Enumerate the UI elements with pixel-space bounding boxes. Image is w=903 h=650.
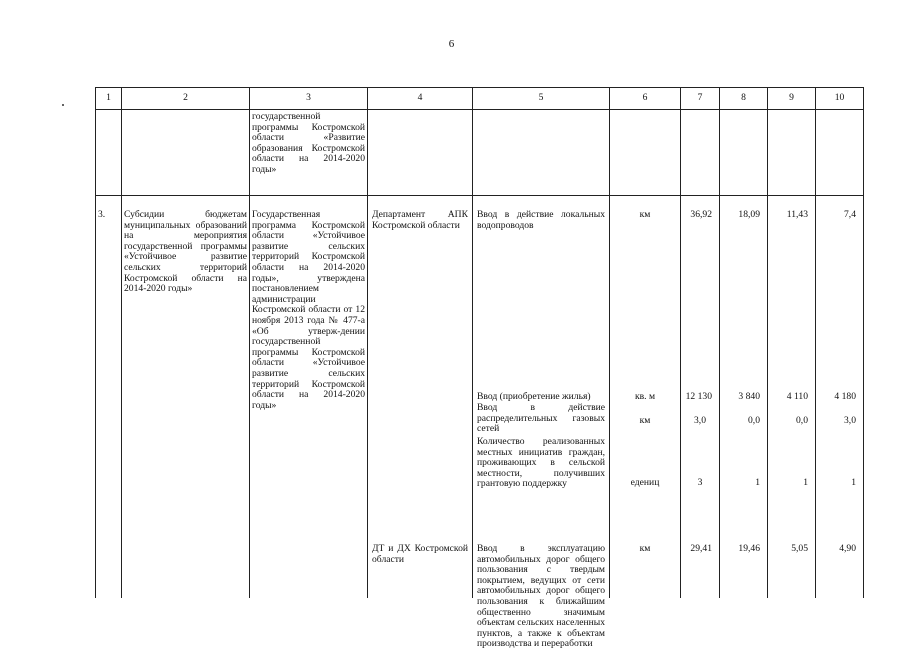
indicator-name: Ввод в действие распределительных газовых сетей — [477, 402, 605, 435]
program-cell: Государственная программа Костромской области «Устойчивое развитие сельских территорий Костромской области на 2014-2020 годы», утверждена постановлением администрации Костромской области от 12 ноября 2013 года № 477-а «Об утверж-дении государственной программы Костромской области «Устойчивое развитие сельских территорий Костромской области на 2014-2020 годы» — [250, 196, 368, 599]
value: 36,92 — [690, 209, 712, 220]
unit-value: едениц — [630, 477, 660, 488]
department-cell — [368, 196, 473, 599]
row-number: 3. — [96, 196, 122, 599]
value: 19,46 — [738, 543, 760, 554]
value: 1 — [803, 477, 808, 488]
subject-cell: Субсидии бюджетам муниципальных образований на мероприятия государственной программы «Устойчивое развитие сельских территорий Костромской области на 2014-2020 годы» — [122, 196, 250, 599]
value: 5,05 — [791, 543, 808, 554]
table-row-3 — [96, 196, 864, 599]
indicators-table — [95, 87, 864, 650]
value: 1 — [851, 477, 856, 488]
header-cell: 2 — [122, 88, 250, 110]
value: 18,09 — [738, 209, 760, 220]
value: 4,90 — [839, 543, 856, 554]
unit-value: км — [639, 415, 651, 426]
indicator-name: Ввод в эксплуатацию автомобильных дорог общего пользования с твердым покрытием, ведущих от сети автомобильных дорог общего пользования к ближайшим общественно значимым объектам сельских населенных пунктов, а также к объектам производства и переработки — [477, 543, 605, 650]
value-col-10 — [816, 196, 864, 599]
value: 11,43 — [786, 209, 808, 220]
program-cell: государственной программы Костромской области «Развитие образования Костромской области на 2014-2020 годы» — [250, 110, 368, 196]
value: 4 110 — [786, 391, 808, 402]
table-row-continued — [96, 110, 864, 196]
value: 3,0 — [694, 415, 706, 426]
value: 7,4 — [844, 209, 856, 220]
table-header-row — [96, 88, 864, 110]
indicator-name: Ввод (приобретение жилья) — [477, 391, 591, 402]
indicator-cell — [473, 196, 610, 650]
indicator-name: Количество реализованных местных инициатив граждан, проживающих в сельской местности, получивших грантовую поддержку — [477, 436, 605, 490]
unit-value: км — [639, 543, 651, 554]
department-name: Департамент АПК Костромской области — [372, 209, 468, 231]
header-cell: 8 — [720, 88, 768, 110]
value: 1 — [755, 477, 760, 488]
value: 3,0 — [844, 415, 856, 426]
department-name: ДТ и ДХ Костромской области — [372, 543, 468, 565]
header-cell: 6 — [610, 88, 681, 110]
value: 0,0 — [748, 415, 760, 426]
value: 3 840 — [738, 391, 760, 402]
scan-speck — [62, 104, 64, 106]
value: 29,41 — [690, 543, 712, 554]
header-cell: 4 — [368, 88, 473, 110]
indicator-name: Ввод в действие локальных водопроводов — [477, 209, 605, 231]
page-number: 6 — [448, 38, 455, 50]
header-cell: 7 — [681, 88, 720, 110]
value-col-8 — [720, 196, 768, 599]
value: 3 — [697, 477, 703, 488]
unit-cell — [610, 196, 681, 599]
value-col-9 — [768, 196, 816, 599]
value: 12 130 — [685, 391, 712, 402]
unit-value: км — [639, 209, 651, 220]
header-cell: 9 — [768, 88, 816, 110]
header-cell: 5 — [473, 88, 610, 110]
unit-value: кв. м — [634, 391, 656, 402]
value-col-7 — [681, 196, 720, 599]
value: 0,0 — [796, 415, 808, 426]
header-cell: 1 — [96, 88, 122, 110]
value: 4 180 — [834, 391, 856, 402]
header-cell: 10 — [816, 88, 864, 110]
header-cell: 3 — [250, 88, 368, 110]
